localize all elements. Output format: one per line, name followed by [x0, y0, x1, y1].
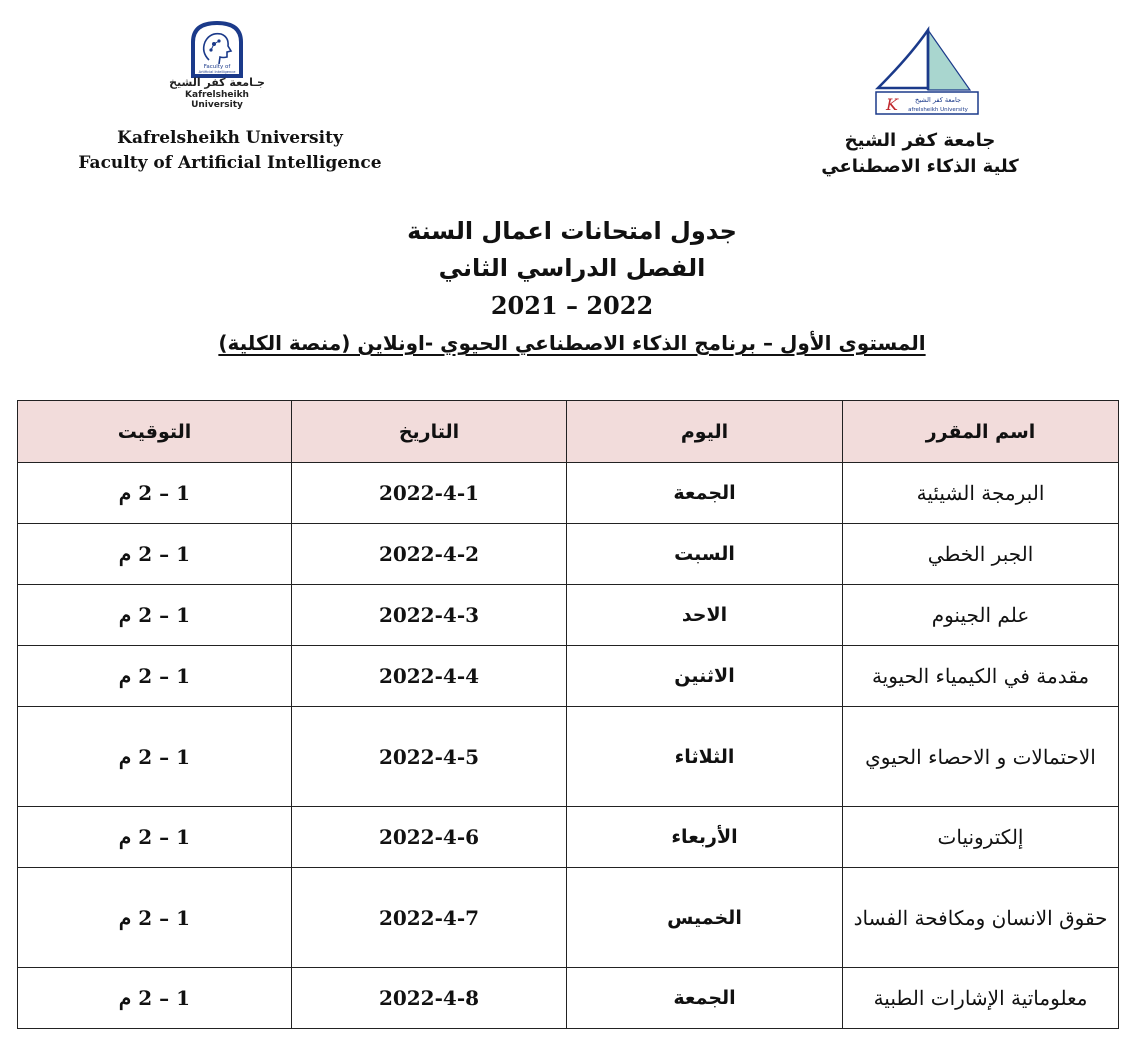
- table-row: [18, 524, 1119, 585]
- column-header-course: اسم المقرر: [843, 401, 1119, 463]
- university-logo: [858, 26, 982, 118]
- exam-date: 2022-4-2: [292, 524, 567, 585]
- university-name-ar: [790, 128, 1050, 180]
- table-row: [18, 585, 1119, 646]
- university-name-ar-line1: جامعة كفر الشيخ: [844, 130, 996, 151]
- logo-en-wordmark: Kafrelsheikh University: [185, 90, 249, 110]
- exam-day: الجمعة: [567, 968, 843, 1029]
- exam-date: 2022-4-4: [292, 646, 567, 707]
- column-header-time: التوقيت: [18, 401, 292, 463]
- kafrelsheikh-sail-logo-icon: [858, 26, 982, 118]
- exam-day: الخميس: [567, 868, 843, 968]
- svg-text:Artificial Intelligence: Artificial Intelligence: [198, 70, 236, 74]
- exam-day: الاحد: [567, 585, 843, 646]
- academic-year: 2021 – 2022: [490, 291, 654, 320]
- faculty-logo: [162, 20, 272, 108]
- university-name-en-line1: Kafrelsheikh University: [117, 128, 343, 148]
- exam-day: الاثنين: [567, 646, 843, 707]
- course-name: إلكترونيات: [843, 807, 1119, 868]
- faculty-name-ar: كلية الذكاء الاصطناعي: [821, 156, 1019, 177]
- exam-time: 1 – 2 م: [18, 868, 292, 968]
- column-header-date: التاريخ: [292, 401, 567, 463]
- exam-date: 2022-4-8: [292, 968, 567, 1029]
- program-title: المستوى الأول – برنامج الذكاء الاصطناعي الحيوي -اونلاين (منصة الكلية): [218, 331, 926, 355]
- semester-title: الفصل الدراسي الثاني: [438, 254, 706, 282]
- course-name: معلوماتية الإشارات الطبية: [843, 968, 1119, 1029]
- course-name: علم الجينوم: [843, 585, 1119, 646]
- logo-ar-wordmark: جـامعة كفر الشيخ: [169, 76, 265, 89]
- table-row: [18, 968, 1119, 1029]
- faculty-name-en: Faculty of Artificial Intelligence: [78, 153, 382, 173]
- faculty-ai-head-logo-icon: [187, 20, 247, 78]
- exam-time: 1 – 2 م: [18, 968, 292, 1029]
- document-titles: [0, 212, 1144, 360]
- exam-date: 2022-4-1: [292, 463, 567, 524]
- exam-date: 2022-4-3: [292, 585, 567, 646]
- svg-text:K: K: [886, 95, 898, 114]
- table-row: [18, 707, 1119, 807]
- exam-date: 2022-4-6: [292, 807, 567, 868]
- course-name: حقوق الانسان ومكافحة الفساد: [843, 868, 1119, 968]
- exam-date: 2022-4-5: [292, 707, 567, 807]
- course-name: مقدمة في الكيمياء الحيوية: [843, 646, 1119, 707]
- exam-time: 1 – 2 م: [18, 463, 292, 524]
- table-row: [18, 646, 1119, 707]
- course-name: الاحتمالات و الاحصاء الحيوي: [843, 707, 1119, 807]
- exam-time: 1 – 2 م: [18, 707, 292, 807]
- table-row: [18, 868, 1119, 968]
- university-name-en: [60, 126, 400, 176]
- exam-time: 1 – 2 م: [18, 524, 292, 585]
- column-header-day: اليوم: [567, 401, 843, 463]
- svg-text:Faculty of: Faculty of: [203, 64, 231, 70]
- exam-day: الثلاثاء: [567, 707, 843, 807]
- exam-time: 1 – 2 م: [18, 807, 292, 868]
- course-name: الجبر الخطي: [843, 524, 1119, 585]
- exam-date: 2022-4-7: [292, 868, 567, 968]
- schedule-title: جدول امتحانات اعمال السنة: [407, 217, 737, 245]
- table-row: [18, 463, 1119, 524]
- exam-time: 1 – 2 م: [18, 646, 292, 707]
- exam-day: السبت: [567, 524, 843, 585]
- svg-text:afrelsheikh University: afrelsheikh University: [908, 107, 968, 113]
- exam-time: 1 – 2 م: [18, 585, 292, 646]
- exam-schedule-table: [17, 400, 1119, 1029]
- svg-text:جامعة كفر الشيخ: جامعة كفر الشيخ: [915, 96, 961, 104]
- exam-day: الأربعاء: [567, 807, 843, 868]
- course-name: البرمجة الشيئية: [843, 463, 1119, 524]
- table-row: [18, 807, 1119, 868]
- exam-day: الجمعة: [567, 463, 843, 524]
- table-header-row: [18, 401, 1119, 463]
